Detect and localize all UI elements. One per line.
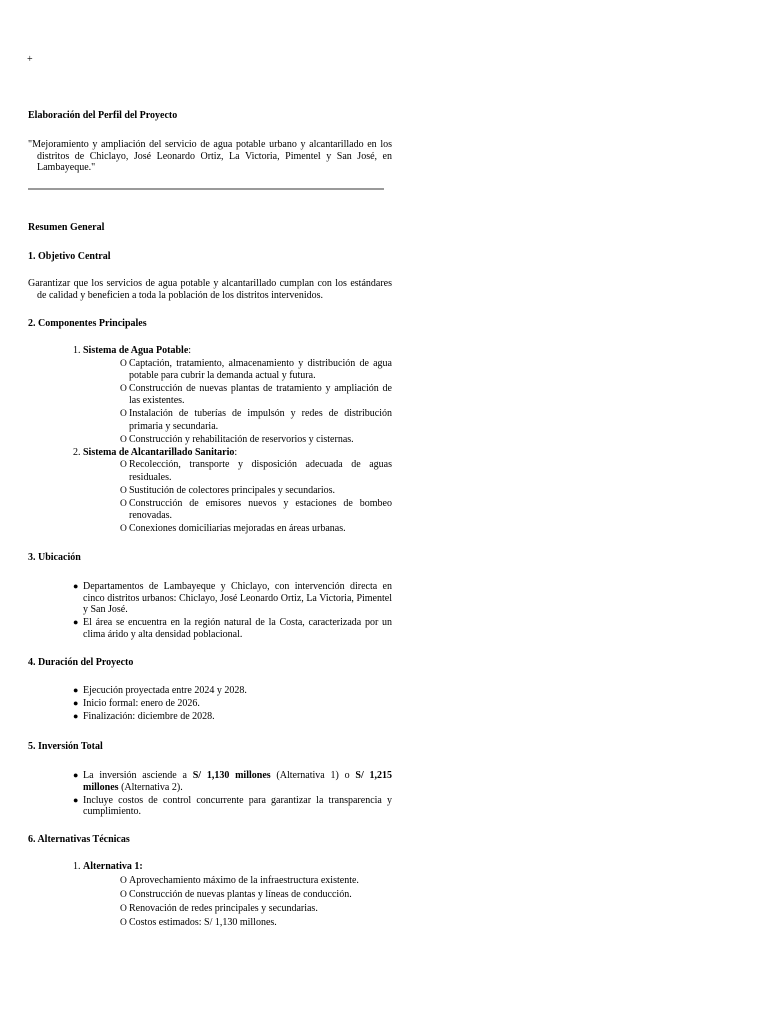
- section-1-text: Garantizar que los servicios de agua potable y alcantarillado cumplan con los estándares de calidad y beneficien a toda la población de los distritos intervenidos.: [28, 278, 392, 301]
- sub-item: [120, 875, 392, 887]
- sub-item-text: Aprovechamiento máximo de la infraestructura existente.: [129, 874, 359, 886]
- component-item: [70, 345, 392, 446]
- component-label: Sistema de Agua Potable: [83, 345, 189, 356]
- sub-item-text: Recolección, transporte y disposición adecuada de aguas residuales.: [129, 459, 392, 483]
- project-name: "Mejoramiento y ampliación del servicio de agua potable urbano y alcantarillado en los distritos de Chiclayo, José Leonardo Ortiz, La Victoria, Pimentel y San José, en Lambayeque.": [28, 139, 392, 173]
- sub-item: [120, 917, 392, 929]
- sub-list: [83, 875, 392, 929]
- bullet-text: Incluye costos de control concurrente para garantizar la transparencia y cumplimiento.: [83, 794, 392, 818]
- location-list: [70, 581, 392, 642]
- circle-bullet-icon: O: [120, 917, 127, 928]
- bullet-icon: ●: [73, 794, 79, 805]
- bullet-icon: ●: [73, 710, 79, 721]
- circle-bullet-icon: O: [120, 383, 127, 394]
- bullet-item: [70, 698, 392, 710]
- circle-bullet-icon: O: [120, 889, 127, 900]
- summary-heading: Resumen General: [28, 222, 105, 233]
- circle-bullet-icon: O: [120, 434, 127, 445]
- bullet-icon: ●: [73, 770, 79, 780]
- section-6-heading: 6. Alternativas Técnicas: [28, 834, 130, 845]
- plus-mark: +: [27, 54, 33, 65]
- item-number: 1.: [73, 861, 81, 872]
- section-1-heading: 1. Objetivo Central: [28, 251, 111, 262]
- sub-item: [120, 523, 392, 535]
- bullet-item: [70, 581, 392, 616]
- investment-text-mid: (Alternativa 1) o: [270, 770, 356, 781]
- bullet-text: Inicio formal: enero de 2026.: [83, 697, 200, 709]
- investment-alt2: S/ 1,215 millones: [83, 770, 393, 793]
- section-3-heading: 3. Ubicación: [28, 552, 81, 563]
- alternative-item: [70, 861, 392, 929]
- circle-bullet-icon: O: [120, 485, 127, 496]
- sub-item-text: Conexiones domiciliarias mejoradas en áreas urbanas.: [129, 523, 346, 535]
- sub-item: [120, 903, 392, 915]
- alternative-label: Alternativa 1:: [83, 861, 143, 872]
- sub-item-text: Sustitución de colectores principales y secundarios.: [129, 484, 336, 496]
- investment-list: [70, 770, 392, 819]
- duration-list: [70, 685, 392, 724]
- document-title: Elaboración del Perfil del Proyecto: [28, 110, 178, 121]
- bullet-item: [70, 711, 392, 723]
- sub-item-text: Renovación de redes principales y secundarias.: [129, 902, 318, 914]
- sub-item: [120, 434, 392, 446]
- sub-item-text: Construcción de nuevas plantas y líneas de conducción.: [129, 888, 352, 900]
- sub-item-text: Construcción de nuevas plantas de tratamiento y ampliación de las existentes.: [129, 382, 392, 407]
- bullet-text: Departamentos de Lambayeque y Chiclayo, con intervención directa en cinco distritos urbanos: Chiclayo, José Leonardo Ortiz, La Victoria, Pimentel y San José.: [83, 581, 392, 616]
- sub-item: [120, 459, 392, 484]
- sub-item-text: Construcción de emisores nuevos y estaciones de bombeo renovadas.: [129, 497, 392, 522]
- label-suffix: :: [234, 446, 238, 458]
- circle-bullet-icon: O: [120, 903, 127, 914]
- circle-bullet-icon: O: [120, 875, 127, 886]
- label-suffix: :: [188, 345, 192, 356]
- sub-item-text: Costos estimados: S/ 1,130 millones.: [129, 916, 277, 928]
- sub-item: [120, 889, 392, 901]
- alternatives-list: [70, 861, 392, 930]
- sub-item: [120, 358, 392, 383]
- sub-list: [83, 459, 392, 535]
- bullet-item: [70, 617, 392, 640]
- bullet-text: Ejecución proyectada entre 2024 y 2028.: [83, 685, 247, 696]
- sub-item-text: Construcción y rehabilitación de reservorios y cisternas.: [129, 433, 354, 445]
- component-item: [70, 447, 392, 536]
- circle-bullet-icon: O: [120, 460, 127, 471]
- sub-item: [120, 408, 392, 433]
- item-number: 2.: [73, 446, 81, 458]
- bullet-item: [70, 795, 392, 818]
- investment-text-post: (Alternativa 2).: [118, 781, 183, 793]
- sub-item: [120, 383, 392, 408]
- horizontal-rule: [28, 188, 384, 190]
- circle-bullet-icon: O: [120, 409, 127, 420]
- bullet-item: [70, 770, 392, 793]
- bullet-text: El área se encuentra en la región natural de la Costa, caracterizada por un clima árido y alta densidad poblacional.: [83, 617, 392, 640]
- bullet-icon: ●: [73, 581, 79, 591]
- section-5-heading: 5. Inversión Total: [28, 741, 103, 752]
- item-number: 1.: [73, 345, 81, 356]
- sub-item: [120, 485, 392, 497]
- circle-bullet-icon: O: [120, 524, 127, 535]
- bullet-icon: ●: [73, 685, 79, 695]
- sub-item-text: Captación, tratamiento, almacenamiento y distribución de agua potable para cubrir la demanda actual y futura.: [129, 357, 392, 381]
- bullet-icon: ●: [73, 697, 79, 708]
- circle-bullet-icon: O: [120, 358, 127, 369]
- component-label: Sistema de Alcantarillado Sanitario: [83, 446, 235, 458]
- sub-list: [83, 358, 392, 447]
- investment-text-pre: La inversión asciende a: [83, 770, 193, 781]
- bullet-text: Finalización: diciembre de 2028.: [83, 710, 215, 722]
- sub-item-text: Instalación de tuberías de impulsón y redes de distribución primaria y secundaria.: [129, 408, 392, 432]
- circle-bullet-icon: O: [120, 498, 127, 509]
- section-2-heading: 2. Componentes Principales: [28, 318, 147, 329]
- bullet-item: [70, 685, 392, 697]
- investment-alt1: S/ 1,130 millones: [192, 770, 271, 781]
- section-4-heading: 4. Duración del Proyecto: [28, 657, 134, 668]
- bullet-icon: ●: [73, 617, 79, 628]
- components-list: [70, 345, 392, 536]
- sub-item: [120, 498, 392, 523]
